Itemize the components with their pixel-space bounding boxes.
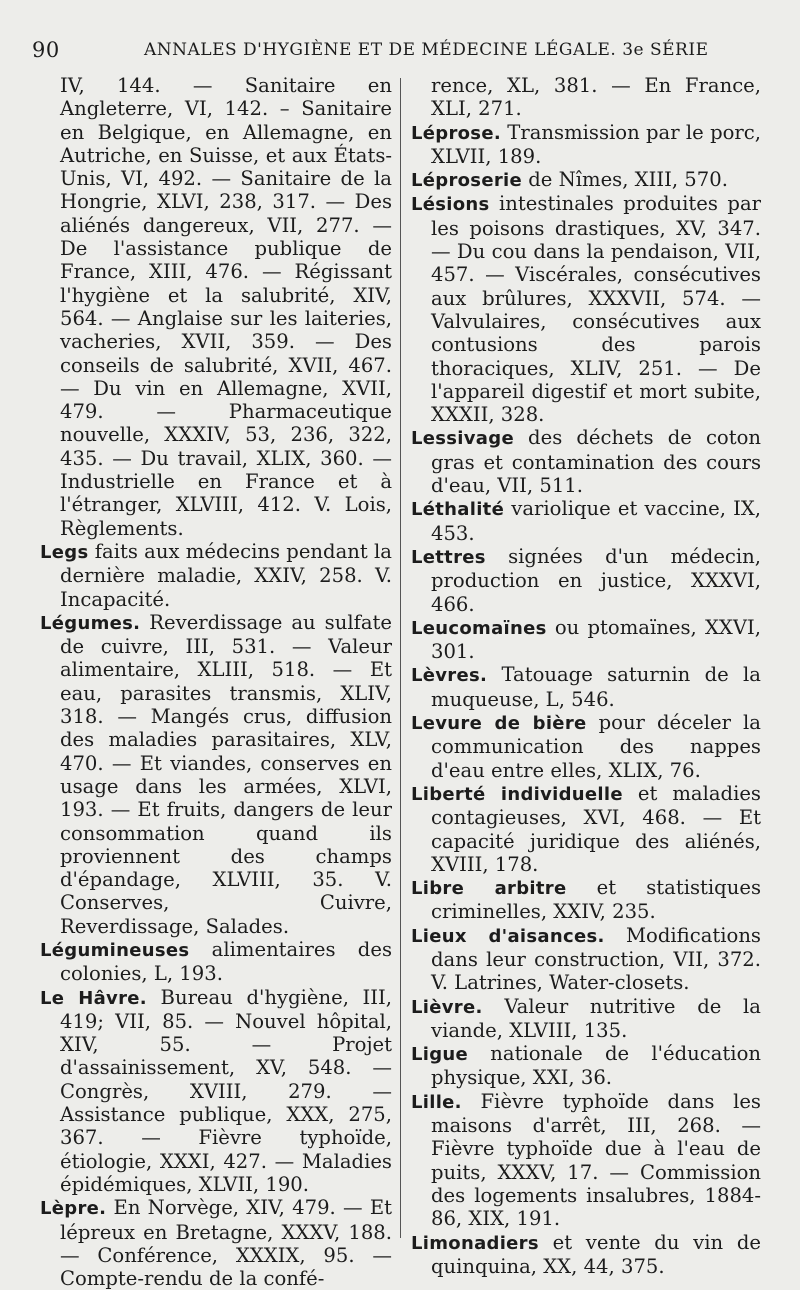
index-entry (411, 663, 761, 711)
index-entry (40, 938, 392, 986)
entry-headword: Léprose. (411, 122, 501, 144)
entry-text: et vente du vin de quinquina, XX, 44, 375. (431, 1230, 761, 1278)
index-entry (411, 497, 761, 545)
entry-text: rence, XL, 381. — En France, XLI, 271. (431, 74, 761, 121)
index-entry (411, 1090, 761, 1231)
entry-headword: Lettres (411, 546, 486, 568)
entry-text: Valeur nutritive de la viande, XLVIII, 135. (431, 994, 761, 1042)
index-entry (411, 74, 761, 121)
entry-headword: Levure de bière (411, 713, 587, 735)
index-entry (411, 995, 761, 1043)
index-entry (411, 1042, 761, 1090)
index-entry (40, 540, 392, 611)
entry-text: nationale de l'éducation physique, XXI, 36. (431, 1042, 761, 1090)
entry-text: variolique et vaccine, IX, 453. (431, 497, 761, 545)
entry-text: Bureau d'hygiène, III, 419; VII, 85. — Nouvel hôpital, XIV, 55. — Projet d'assainissement, XV, 548. — Congrès, XVIII, 279. — Assistance publique, XXX, 275, 367. — Fièvre typhoïde, étiologie, XXXI, 427. — Maladies épidémiques, XLVII, 190. (60, 985, 392, 1196)
index-entry (40, 1196, 392, 1290)
entry-headword: Legs (40, 541, 89, 563)
entry-text: faits aux médecins pendant la dernière maladie, XXIV, 258. V. Incapacité. (60, 539, 392, 611)
index-entry (411, 1231, 761, 1279)
entry-headword: Lèvres. (411, 665, 488, 687)
entry-headword: Le Hâvre. (40, 987, 147, 1009)
entry-text: Modifications dans leur construction, VII, 372. V. Latrines, Water-closets. (431, 923, 761, 995)
entry-text: et maladies contagieuses, XVI, 468. — Et capacité juridique des aliénés, XVIII, 178. (431, 781, 761, 876)
right-column (411, 74, 761, 1278)
entry-text: intestinales produites par les poisons drastiques, XV, 347. — Du cou dans la pendaison, VII, 457. — Viscérales, consécutives aux brûlures, XXXVII, 574. — Valvulaires, consécutives aux contusions des parois thoraciques, XLIV, 251. — De l'appareil digestif et mort subite, XXXII, 328. (431, 192, 761, 427)
entry-headword: Léproserie (411, 170, 522, 192)
entry-text: alimentaires des colonies, L, 193. (60, 937, 392, 986)
entry-text: En Norvège, XIV, 479. — Et lépreux en Bretagne, XXXV, 188. — Conférence, XXXIX, 95. — Compte-rendu de la confé- (60, 1196, 392, 1290)
index-entry (411, 121, 761, 169)
entry-text: pour déceler la communication des nappes d'eau entre elles, XLIX, 76. (431, 711, 761, 782)
index-entry (40, 74, 392, 540)
entry-text: Tatouage saturnin de la muqueuse, L, 546. (431, 663, 761, 711)
entry-text: Transmission par le porc, XLVII, 189. (431, 120, 761, 168)
entry-headword: Léthalité (411, 499, 505, 521)
entry-headword: Liberté individuelle (411, 783, 623, 805)
index-entry (411, 192, 761, 426)
entry-headword: Libre arbitre (411, 878, 567, 900)
entry-text: Fièvre typhoïde dans les maisons d'arrêt, III, 268. — Fièvre typhoïde due à l'eau de puits, XXXV, 17. — Commission des logements insalubres, 1884-86, XIX, 191. (431, 1089, 761, 1231)
index-entry (40, 611, 392, 938)
entry-headword: Leucomaïnes (411, 617, 547, 639)
entry-headword: Ligue (411, 1044, 469, 1066)
entry-text: et statistiques criminelles, XXIV, 235. (431, 876, 761, 924)
index-entry (411, 545, 761, 616)
entry-headword: Lièvre. (411, 996, 483, 1018)
entry-headword: Lésions (411, 194, 490, 216)
index-entry (411, 711, 761, 782)
entry-text: Reverdissage au sulfate de cuivre, III, 531. — Valeur alimentaire, XLIII, 518. — Et eau, parasites transmis, XLIV, 318. — Mangés crus, diffusion des maladies parasitaires, XLV, 470. — Et viandes, conserves en usage dans les armées, XLVI, 193. — Et fruits, dangers de leur consommation quand ils proviennent des champs d'épandage, XLVIII, 35. V. Conserves, Cuivre, Reverdissage, Salades. (60, 610, 392, 938)
entry-headword: Limonadiers (411, 1232, 539, 1254)
entry-headword: Lessivage (411, 428, 514, 450)
entry-text: de Nîmes, XIII, 570. (521, 168, 728, 192)
page-number: 90 (32, 38, 60, 62)
index-entry (411, 876, 761, 924)
index-entry (411, 924, 761, 995)
index-entry (411, 426, 761, 497)
left-column (40, 74, 392, 1290)
entry-headword: Lille. (411, 1091, 462, 1113)
index-entry (411, 168, 761, 192)
entry-headword: Légumes. (40, 612, 141, 634)
entry-text: des déchets de coton gras et contamination des cours d'eau, VII, 511. (431, 426, 761, 498)
index-entry (411, 616, 761, 664)
index-entry (40, 986, 392, 1197)
entry-headword: Lèpre. (40, 1198, 107, 1220)
entry-headword: Légumineuses (40, 939, 190, 961)
running-title: ANNALES D'HYGIÈNE ET DE MÉDECINE LÉGALE. 3e SÉRIE (144, 40, 709, 60)
index-entry (411, 782, 761, 876)
column-divider (400, 78, 401, 1238)
entry-headword: Lieux d'aisances. (411, 925, 605, 947)
entry-text: signées d'un médecin, production en justice, XXXVI, 466. (431, 544, 761, 616)
entry-text: ou ptomaïnes, XXVI, 301. (431, 615, 761, 664)
entry-text: IV, 144. — Sanitaire en Angleterre, VI, 142. – Sanitaire en Belgique, en Allemagne, en Autriche, en Suisse, et aux États-Unis, VI, 492. — Sanitaire de la Hongrie, XLVI, 238, 317. — Des aliénés dangereux, VII, 277. — De l'assistance publique de France, XIII, 476. — Régissant l'hygiène et la salubrité, XIV, 564. — Anglaise sur les laiteries, vacheries, XVII, 359. — Des conseils de salubrité, XVII, 467. — Du vin en Allemagne, XVII, 479. — Pharmaceutique nouvelle, XXXIV, 53, 236, 322, 435. — Du travail, XLIX, 360. — Industrielle en France et à l'étranger, XLVIII, 412. V. Lois, Règlements. (60, 74, 392, 540)
